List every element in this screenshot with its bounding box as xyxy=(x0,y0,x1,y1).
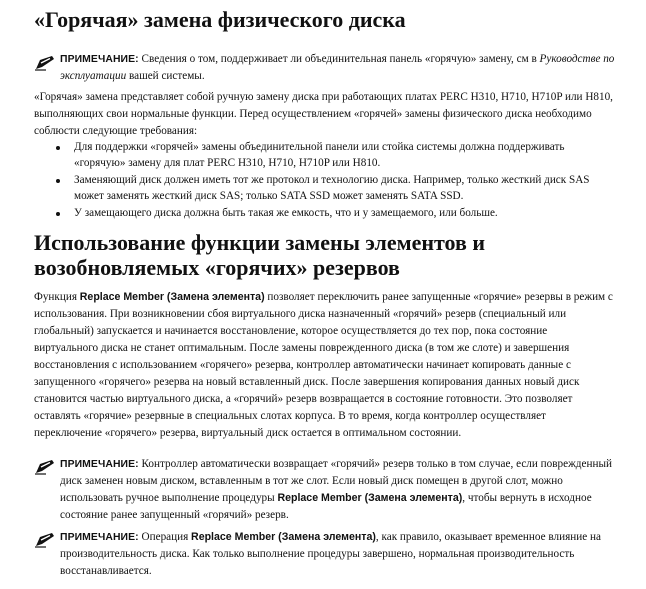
list-item xyxy=(52,206,612,222)
replace-member-paragraph xyxy=(34,289,614,442)
note-label: ПРИМЕЧАНИЕ: xyxy=(60,459,139,470)
command-name: Replace Member (Замена элемента) xyxy=(191,531,376,543)
list-item xyxy=(52,140,612,171)
list-item xyxy=(52,173,612,204)
bullet-icon xyxy=(56,212,60,216)
list-item-text: Для поддержки «горячей» замены объединительной панели или стойка системы должна поддерживать «горячую» замену для плат PERC H310, H710, H710P или H810. xyxy=(74,141,565,169)
note-performance xyxy=(60,529,620,580)
hot-swap-paragraph: «Горячая» замена представляет собой ручную замену диска при работающих платах PERC H310, H710, H710P или H810, выполняющих свои нормальные функции. Перед осуществлением «горячей» замены физического диска необходимо соблюсти следующие требования: xyxy=(34,91,613,137)
note-text-end: , чтобы вернуть в исходное состояние ранее запущенный «горячий» резерв. xyxy=(60,492,592,521)
note-auto-return xyxy=(60,456,620,524)
list-item-text: Заменяющий диск должен иметь тот же протокол и технологию диска. Например, только жесткий диск SAS может заменять жесткий диск SAS; только SATA SSD может заменять SATA SSD. xyxy=(74,174,590,202)
note-text-end: вашей системы. xyxy=(126,70,205,82)
section-heading-hot-swap: «Горячая» замена физического диска xyxy=(34,7,406,32)
pencil-note-icon xyxy=(34,532,56,548)
paragraph-body: позволяет переключить ранее запущенные «горячие» резервы в режим с использования. При возникновении сбоя виртуального диска назначенный «горячий» резерв (специальный или глобальный) запускается и начинается восстановление, которое осуществляется до тех пор, пока состояние виртуального диска не станет оптимальным. После замены поврежденного диска (в том же слоте) и завершения восстановления с использованием «горячего» резерва, контроллер автоматически начинает копировать данные с запущенного «горячего» резерва на новый вставленный диск. После завершения копирования данных новый диск становится частью виртуального диска, а «горячий» резерв возвращается в состояние готовности. Это позволяет оставлять «горячие» резервные в специальных слотах корпуса. В то время, когда контроллер осуществляет переключение «горячего» резерва, виртуальный диск остается в оптимальном состоянии. xyxy=(34,291,613,439)
note-text: Сведения о том, поддерживает ли объединительная панель «горячую» замену, см в xyxy=(138,53,540,65)
note-label: ПРИМЕЧАНИЕ: xyxy=(60,532,139,543)
requirements-list xyxy=(52,140,612,224)
command-name: Replace Member (Замена элемента) xyxy=(79,291,265,303)
paragraph-prefix: Функция xyxy=(34,291,80,303)
list-item-text: У замещающего диска должна быть такая же емкость, что и у замещаемого, или больше. xyxy=(74,207,498,219)
section-heading-replace-member: Использование функции замены элементов и возобновляемых «горячих» резервов xyxy=(34,230,486,280)
bullet-icon xyxy=(56,179,60,183)
note-text-end: , как правило, оказывает временное влияние на производительность диска. Как только выполнение процедуры завершено, нормальная производительность восстанавливается. xyxy=(60,531,601,577)
pencil-note-icon xyxy=(34,459,56,475)
manual-reference: Руководстве по эксплуатации xyxy=(60,53,615,82)
bullet-icon xyxy=(56,146,60,150)
pencil-note-icon xyxy=(34,55,56,71)
command-name: Replace Member (Замена элемента) xyxy=(277,492,463,504)
note-text: Контроллер автоматически возвращает «горячий» резерв только в том случае, если поврежденный диск заменен новым диском, вставленным в тот же слот. Если новый диск помещен в другой слот, можно использовать ручное выполнение процедуры xyxy=(60,458,612,504)
note-hot-swap-backplane xyxy=(60,51,620,85)
note-text: Операция xyxy=(138,531,192,543)
note-label: ПРИМЕЧАНИЕ: xyxy=(60,54,139,65)
